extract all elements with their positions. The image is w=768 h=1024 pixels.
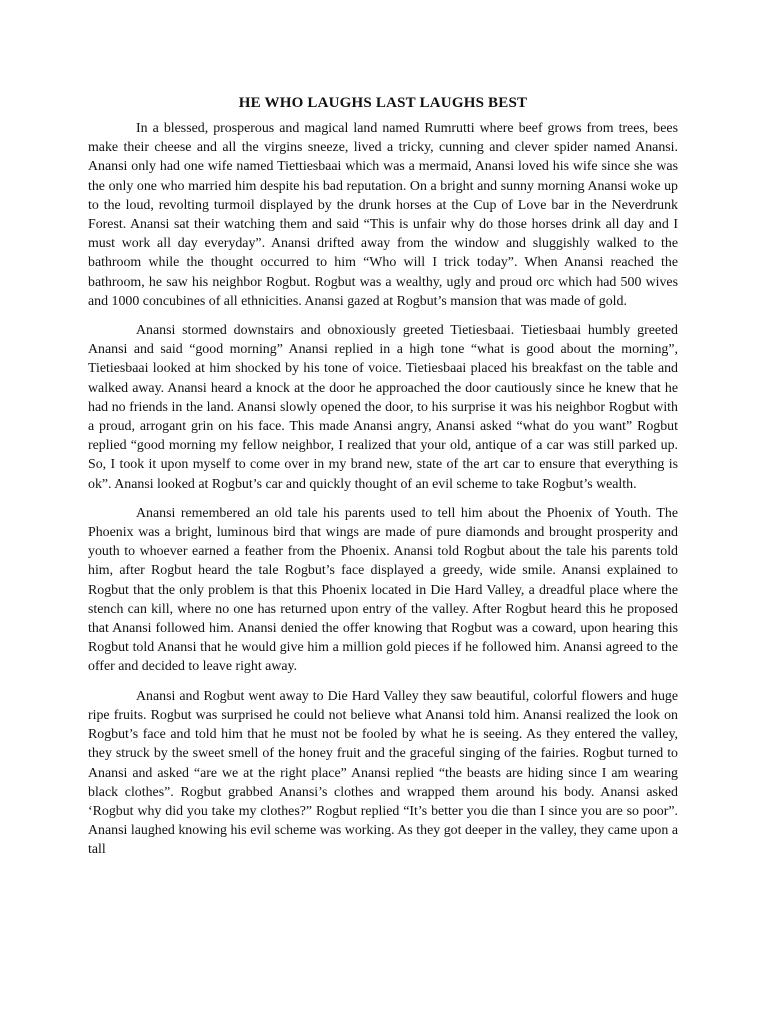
paragraph-4: Anansi and Rogbut went away to Die Hard Valley they saw beautiful, colorful flowers and huge ripe fruits. Rogbut was surprised he could not believe what Anansi told him. Anansi realized the look on Rogbut’s face and told him that he must not be fooled by what he is seeing. As they entered the valley, they struck by the sweet smell of the honey fruit and the graceful singing of the fairies. Rogbut turned to Anansi and asked “are we at the right place” Anansi replied “the beasts are hiding since I am wearing black clothes”. Rogbut grabbed Anansi’s clothes and wrapped them around his body. Anansi asked ‘Rogbut why did you take my clothes?” Rogbut replied “It’s better you die than I since you are so poor”. Anansi laughed knowing his evil scheme was working. As they got deeper in the valley, they came upon a tall [88,688,678,858]
document-body [88,93,678,870]
document-title: HE WHO LAUGHS LAST LAUGHS BEST [238,95,528,111]
paragraph-3: Anansi remembered an old tale his parents used to tell him about the Phoenix of Youth. The Phoenix was a bright, luminous bird that wings are made of pure diamonds and brought prosperity and youth to whoever earned a feather from the Phoenix. Anansi told Rogbut about the tale his parents told him, after Rogbut heard the tale Rogbut’s face displayed a greedy, wide smile. Anansi explained to Rogbut that the only problem is that this Phoenix located in Die Hard Valley, a dreadful place where the stench can kill, where no one has returned upon entry of the valley. After Rogbut heard this he proposed that Anansi followed him. Anansi denied the offer knowing that Rogbut was a coward, upon hearing this Rogbut told Anansi that he would give him a million gold pieces if he followed him. Anansi agreed to the offer and decided to leave right away. [88,505,678,675]
paragraph-2: Anansi stormed downstairs and obnoxiously greeted Tietiesbaai. Tietiesbaai humbly greeted Anansi and said “good morning” Anansi replied in a high tone “what is good about the morning”, Tietiesbaai looked at him shocked by his tone of voice. Tietiesbaai placed his breakfast on the table and walked away. Anansi heard a knock at the door he approached the door cautiously since he knew that he had no friends in the land. Anansi slowly opened the door, to his surprise it was his neighbor Rogbut with a proud, arrogant grin on his face. This made Anansi angry, Anansi asked “what do you want” Rogbut replied “good morning my fellow neighbor, I realized that your old, antique of a car was still parked up. So, I took it upon myself to come over in my brand new, state of the art car to ensure that everything is ok”. Anansi looked at Rogbut’s car and quickly thought of an evil scheme to take Rogbut’s wealth. [88,323,678,492]
paragraph-1: In a blessed, prosperous and magical land named Rumrutti where beef grows from trees, bees make their cheese and all the virgins sneeze, lived a tricky, cunning and clever spider named Anansi. Anansi only had one wife named Tiettiesbaai which was a mermaid, Anansi loved his wife since she was the only one who married him despite his bad reputation. On a bright and sunny morning Anansi woke up to the loud, revolting turmoil displayed by the drunk horses at the Cup of Love bar in the Neverdrunk Forest. Anansi sat their watching them and said “This is unfair why do those horses drink all day and I must work all day everyday”. Anansi drifted away from the window and sluggishly walked to the bathroom while the thought occurred to him “Who will I trick today”. When Anansi reached the bathroom, he saw his neighbor Rogbut. Rogbut was a wealthy, ugly and proud orc which had 500 wives and 1000 concubines of all ethnicities. Anansi gazed at Rogbut’s mansion that was made of gold. [88,121,678,309]
